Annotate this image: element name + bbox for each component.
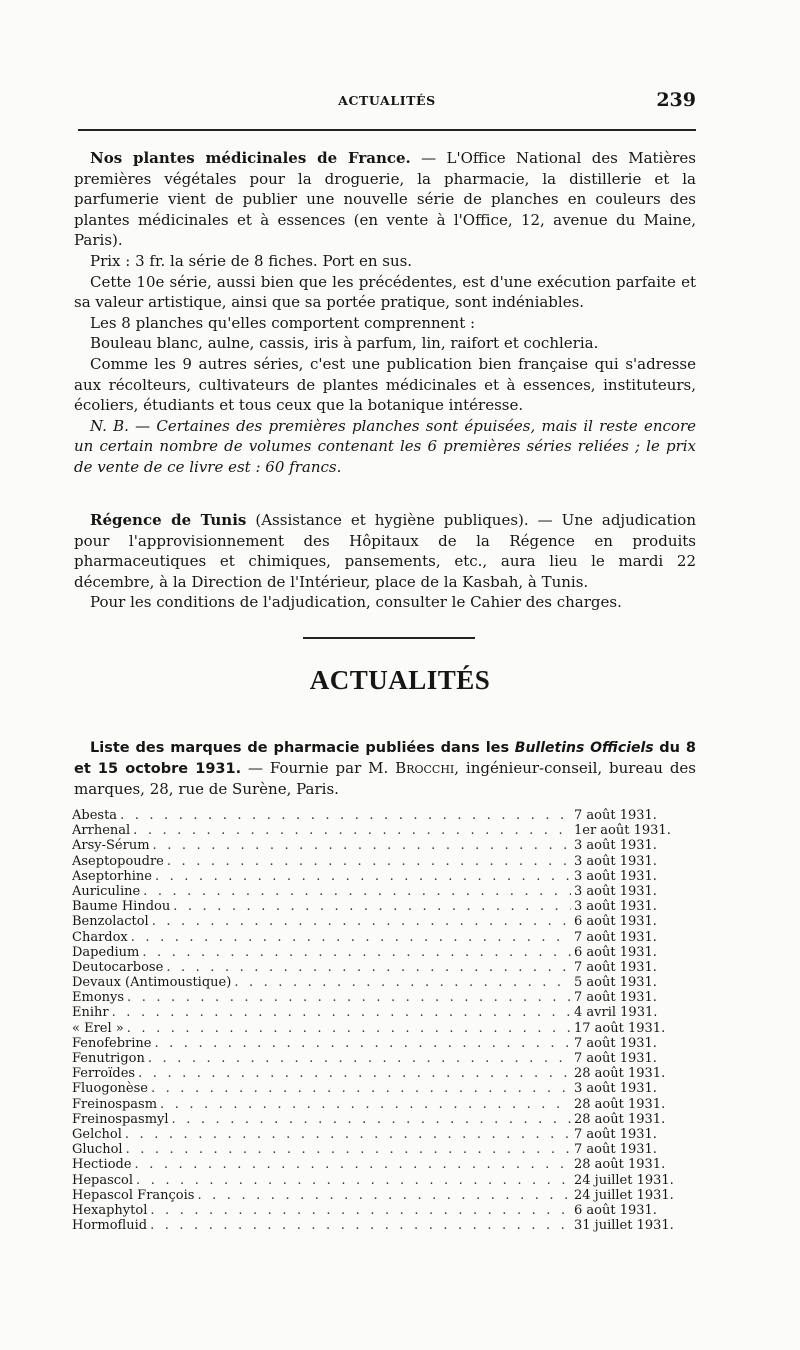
paragraph <box>74 148 696 251</box>
marque-date: 24 juillet 1931. <box>574 1187 674 1203</box>
marque-name: Aseptopoudre <box>72 853 164 869</box>
list-item <box>72 1203 692 1218</box>
leader-dots <box>173 899 571 914</box>
list-item <box>72 1127 692 1142</box>
marque-date: 28 août 1931. <box>574 1111 666 1127</box>
bulletin-title: Bulletins Officiels <box>514 740 654 756</box>
list-item <box>72 990 692 1005</box>
marque-date: 6 août 1931. <box>574 944 657 960</box>
leader-dots <box>160 1097 571 1112</box>
list-item <box>72 1036 692 1051</box>
leader-dots <box>136 1173 571 1188</box>
leader-dots <box>172 1112 571 1127</box>
source-pre: — Fournie par M. <box>241 759 396 777</box>
marque-date: 6 août 1931. <box>574 1202 657 1218</box>
leader-dots <box>143 884 571 899</box>
marque-date: 7 août 1931. <box>574 1126 657 1142</box>
marque-date: 3 août 1931. <box>574 838 657 854</box>
list-item <box>72 899 692 914</box>
note-label: N. B. <box>90 416 129 435</box>
paragraph: Cette 10e série, aussi bien que les précédentes, est d'une exécution parfaite et sa valeur artistique, ainsi que sa portée pratique, sont indéniables. <box>74 272 696 312</box>
paragraph: Bouleau blanc, aulne, cassis, iris à parfum, lin, raifort et cochleria. <box>90 334 599 353</box>
paragraph: Comme les 9 autres séries, c'est une publication bien française qui s'adresse aux récolteurs, cultivateurs de plantes médicinales et à essences, instituteurs, écoliers, étudiants et tous ceux que la botanique intéresse. <box>74 354 696 415</box>
section-plantes-medicinales <box>74 148 696 478</box>
marque-name: Hormofluid <box>72 1218 148 1234</box>
list-item <box>72 854 692 869</box>
marque-name: Deutocarbose <box>72 959 164 975</box>
list-item <box>72 1173 692 1188</box>
marque-name: Hexaphytol <box>72 1202 148 1218</box>
leader-dots <box>112 1005 571 1020</box>
marque-date: 4 avril 1931. <box>574 1005 658 1021</box>
list-item <box>72 1081 692 1096</box>
list-item <box>72 1005 692 1020</box>
marque-date: 7 août 1931. <box>574 808 657 823</box>
marque-date: 28 août 1931. <box>574 1096 666 1112</box>
leader-dots <box>135 1157 571 1172</box>
leader-dots <box>166 960 571 975</box>
section-regence-de-tunis <box>74 510 696 613</box>
source-name: Brocchi <box>395 759 455 777</box>
marque-name: Chardox <box>72 929 128 945</box>
list-item <box>72 914 692 929</box>
leader-dots <box>131 930 571 945</box>
leader-dots <box>148 1051 571 1066</box>
marque-date: 7 août 1931. <box>574 959 657 975</box>
note-paragraph <box>74 416 696 478</box>
marque-name: Freinospasm <box>72 1096 158 1112</box>
marque-date: 3 août 1931. <box>574 899 657 915</box>
marque-date: 3 août 1931. <box>574 883 657 899</box>
list-item <box>72 838 692 853</box>
list-item <box>72 869 692 884</box>
list-item <box>72 1218 692 1233</box>
marque-name: Hectiode <box>72 1157 132 1173</box>
leader-dots <box>142 945 571 960</box>
marque-date: 3 août 1931. <box>574 853 657 869</box>
marque-date: 3 août 1931. <box>574 1081 657 1097</box>
leader-dots <box>154 1036 571 1051</box>
marque-name: Fluogonèse <box>72 1081 148 1097</box>
section-heading: Régence de Tunis <box>90 511 247 529</box>
marque-name: Hepascol <box>72 1172 134 1188</box>
marque-name: Arrhenal <box>72 823 131 839</box>
marque-date: 5 août 1931. <box>574 975 657 991</box>
list-item <box>72 884 692 899</box>
leader-dots <box>153 838 571 853</box>
marque-name: Freinospasmyl <box>72 1111 169 1127</box>
list-item <box>72 1097 692 1112</box>
marque-date: 7 août 1931. <box>574 929 657 945</box>
section-divider <box>303 637 475 639</box>
marque-name: Enihr <box>72 1005 109 1021</box>
liste-heading <box>74 737 696 799</box>
source-post: , ingénieur-conseil, bureau des marques, 28, rue de Surène, Paris. <box>74 759 696 798</box>
section-title: ACTUALITÉS <box>309 665 491 695</box>
marque-name: Baume Hindou <box>72 899 171 915</box>
paragraph: Les 8 planches qu'elles comportent comprennent : <box>90 313 476 332</box>
marque-name: Gelchol <box>72 1126 122 1142</box>
list-item <box>72 960 692 975</box>
list-item <box>72 1142 692 1157</box>
paragraph <box>74 510 696 592</box>
leader-dots <box>150 1203 571 1218</box>
marque-name: Ferroïdes <box>72 1066 136 1082</box>
list-item <box>72 1112 692 1127</box>
marque-name: Benzolactol <box>72 914 149 930</box>
leader-dots <box>150 1218 571 1233</box>
marque-date: 28 août 1931. <box>574 1066 666 1082</box>
liste-heading-dates: du 8 et 15 octobre 1931. <box>74 740 696 777</box>
marque-name: Fenofebrine <box>72 1035 152 1051</box>
marque-name: Hepascol François <box>72 1187 195 1203</box>
liste-heading-text: Liste des marques de pharmacie publiées dans les <box>90 740 510 756</box>
marque-date: 17 août 1931. <box>574 1020 666 1036</box>
marque-date: 3 août 1931. <box>574 868 657 884</box>
liste-intro <box>74 737 696 799</box>
marque-date: 1er août 1931. <box>574 823 671 839</box>
list-item <box>72 808 692 823</box>
leader-dots <box>127 1021 571 1036</box>
running-title: ACTUALITÉS <box>338 93 436 108</box>
list-item <box>72 1051 692 1066</box>
marque-date: 6 août 1931. <box>574 914 657 930</box>
header-rule <box>78 129 696 131</box>
leader-dots <box>234 975 571 990</box>
leader-dots <box>151 1081 571 1096</box>
marque-name: Emonys <box>72 990 125 1006</box>
marque-date: 28 août 1931. <box>574 1157 666 1173</box>
marque-name: Dapedium <box>72 944 140 960</box>
marque-date: 7 août 1931. <box>574 1035 657 1051</box>
marque-name: Abesta <box>72 808 118 823</box>
leader-dots <box>125 1127 571 1142</box>
leader-dots <box>197 1188 571 1203</box>
list-item <box>72 975 692 990</box>
note-text: — Certaines des premières planches sont épuisées, mais il reste encore un certain nombre de volumes contenant les 6 premières séries reliées ; le prix de vente de ce livre est : 60 francs. <box>74 416 697 476</box>
leader-dots <box>120 808 571 823</box>
marque-name: Fenutrigon <box>72 1051 145 1066</box>
paragraph-text: (Assistance et hygiène publiques). — Une adjudication pour l'approvisionnement des Hôpitaux de la Régence en produits pharmaceutiques et chimiques, pansements, etc., aura lieu le mardi 22 décembre, à la Direction de l'Intérieur, place de la Kasbah, à Tunis. <box>74 511 696 591</box>
paragraph: Prix : 3 fr. la série de 8 fiches. Port en sus. <box>90 251 413 270</box>
section-heading: Nos plantes médicinales de France. <box>90 149 411 167</box>
marque-name: Auriculine <box>72 883 141 899</box>
leader-dots <box>167 854 571 869</box>
list-item <box>72 1188 692 1203</box>
marque-date: 7 août 1931. <box>574 1051 657 1066</box>
leader-dots <box>127 990 571 1005</box>
marque-date: 24 juillet 1931. <box>574 1172 674 1188</box>
list-item <box>72 930 692 945</box>
marques-list <box>72 808 692 1233</box>
marque-name: « Erel » <box>72 1020 124 1036</box>
paragraph-text: — L'Office National des Matières premières végétales pour la droguerie, la pharmacie, la distillerie et la parfumerie vient de publier une nouvelle série de planches en couleurs des plantes médicinales et à essences (en vente à l'Office, 12, avenue du Maine, Paris). <box>74 149 696 250</box>
paragraph: Pour les conditions de l'adjudication, consulter le Cahier des charges. <box>90 593 622 612</box>
leader-dots <box>155 869 571 884</box>
page-number: 239 <box>656 89 696 111</box>
leader-dots <box>152 914 571 929</box>
list-item <box>72 1157 692 1172</box>
marque-name: Devaux (Antimoustique) <box>72 975 232 991</box>
marque-name: Aseptorhine <box>72 868 152 884</box>
page-header <box>78 89 696 117</box>
leader-dots <box>126 1142 571 1157</box>
leader-dots <box>138 1066 571 1081</box>
marque-date: 7 août 1931. <box>574 990 657 1006</box>
marque-date: 31 juillet 1931. <box>574 1218 674 1234</box>
list-item <box>72 1066 692 1081</box>
list-item <box>72 945 692 960</box>
marque-date: 7 août 1931. <box>574 1142 657 1158</box>
marque-name: Gluchol <box>72 1142 123 1158</box>
list-item <box>72 1021 692 1036</box>
leader-dots <box>133 823 571 838</box>
list-item <box>72 823 692 838</box>
marque-name: Arsy-Sérum <box>72 838 150 854</box>
